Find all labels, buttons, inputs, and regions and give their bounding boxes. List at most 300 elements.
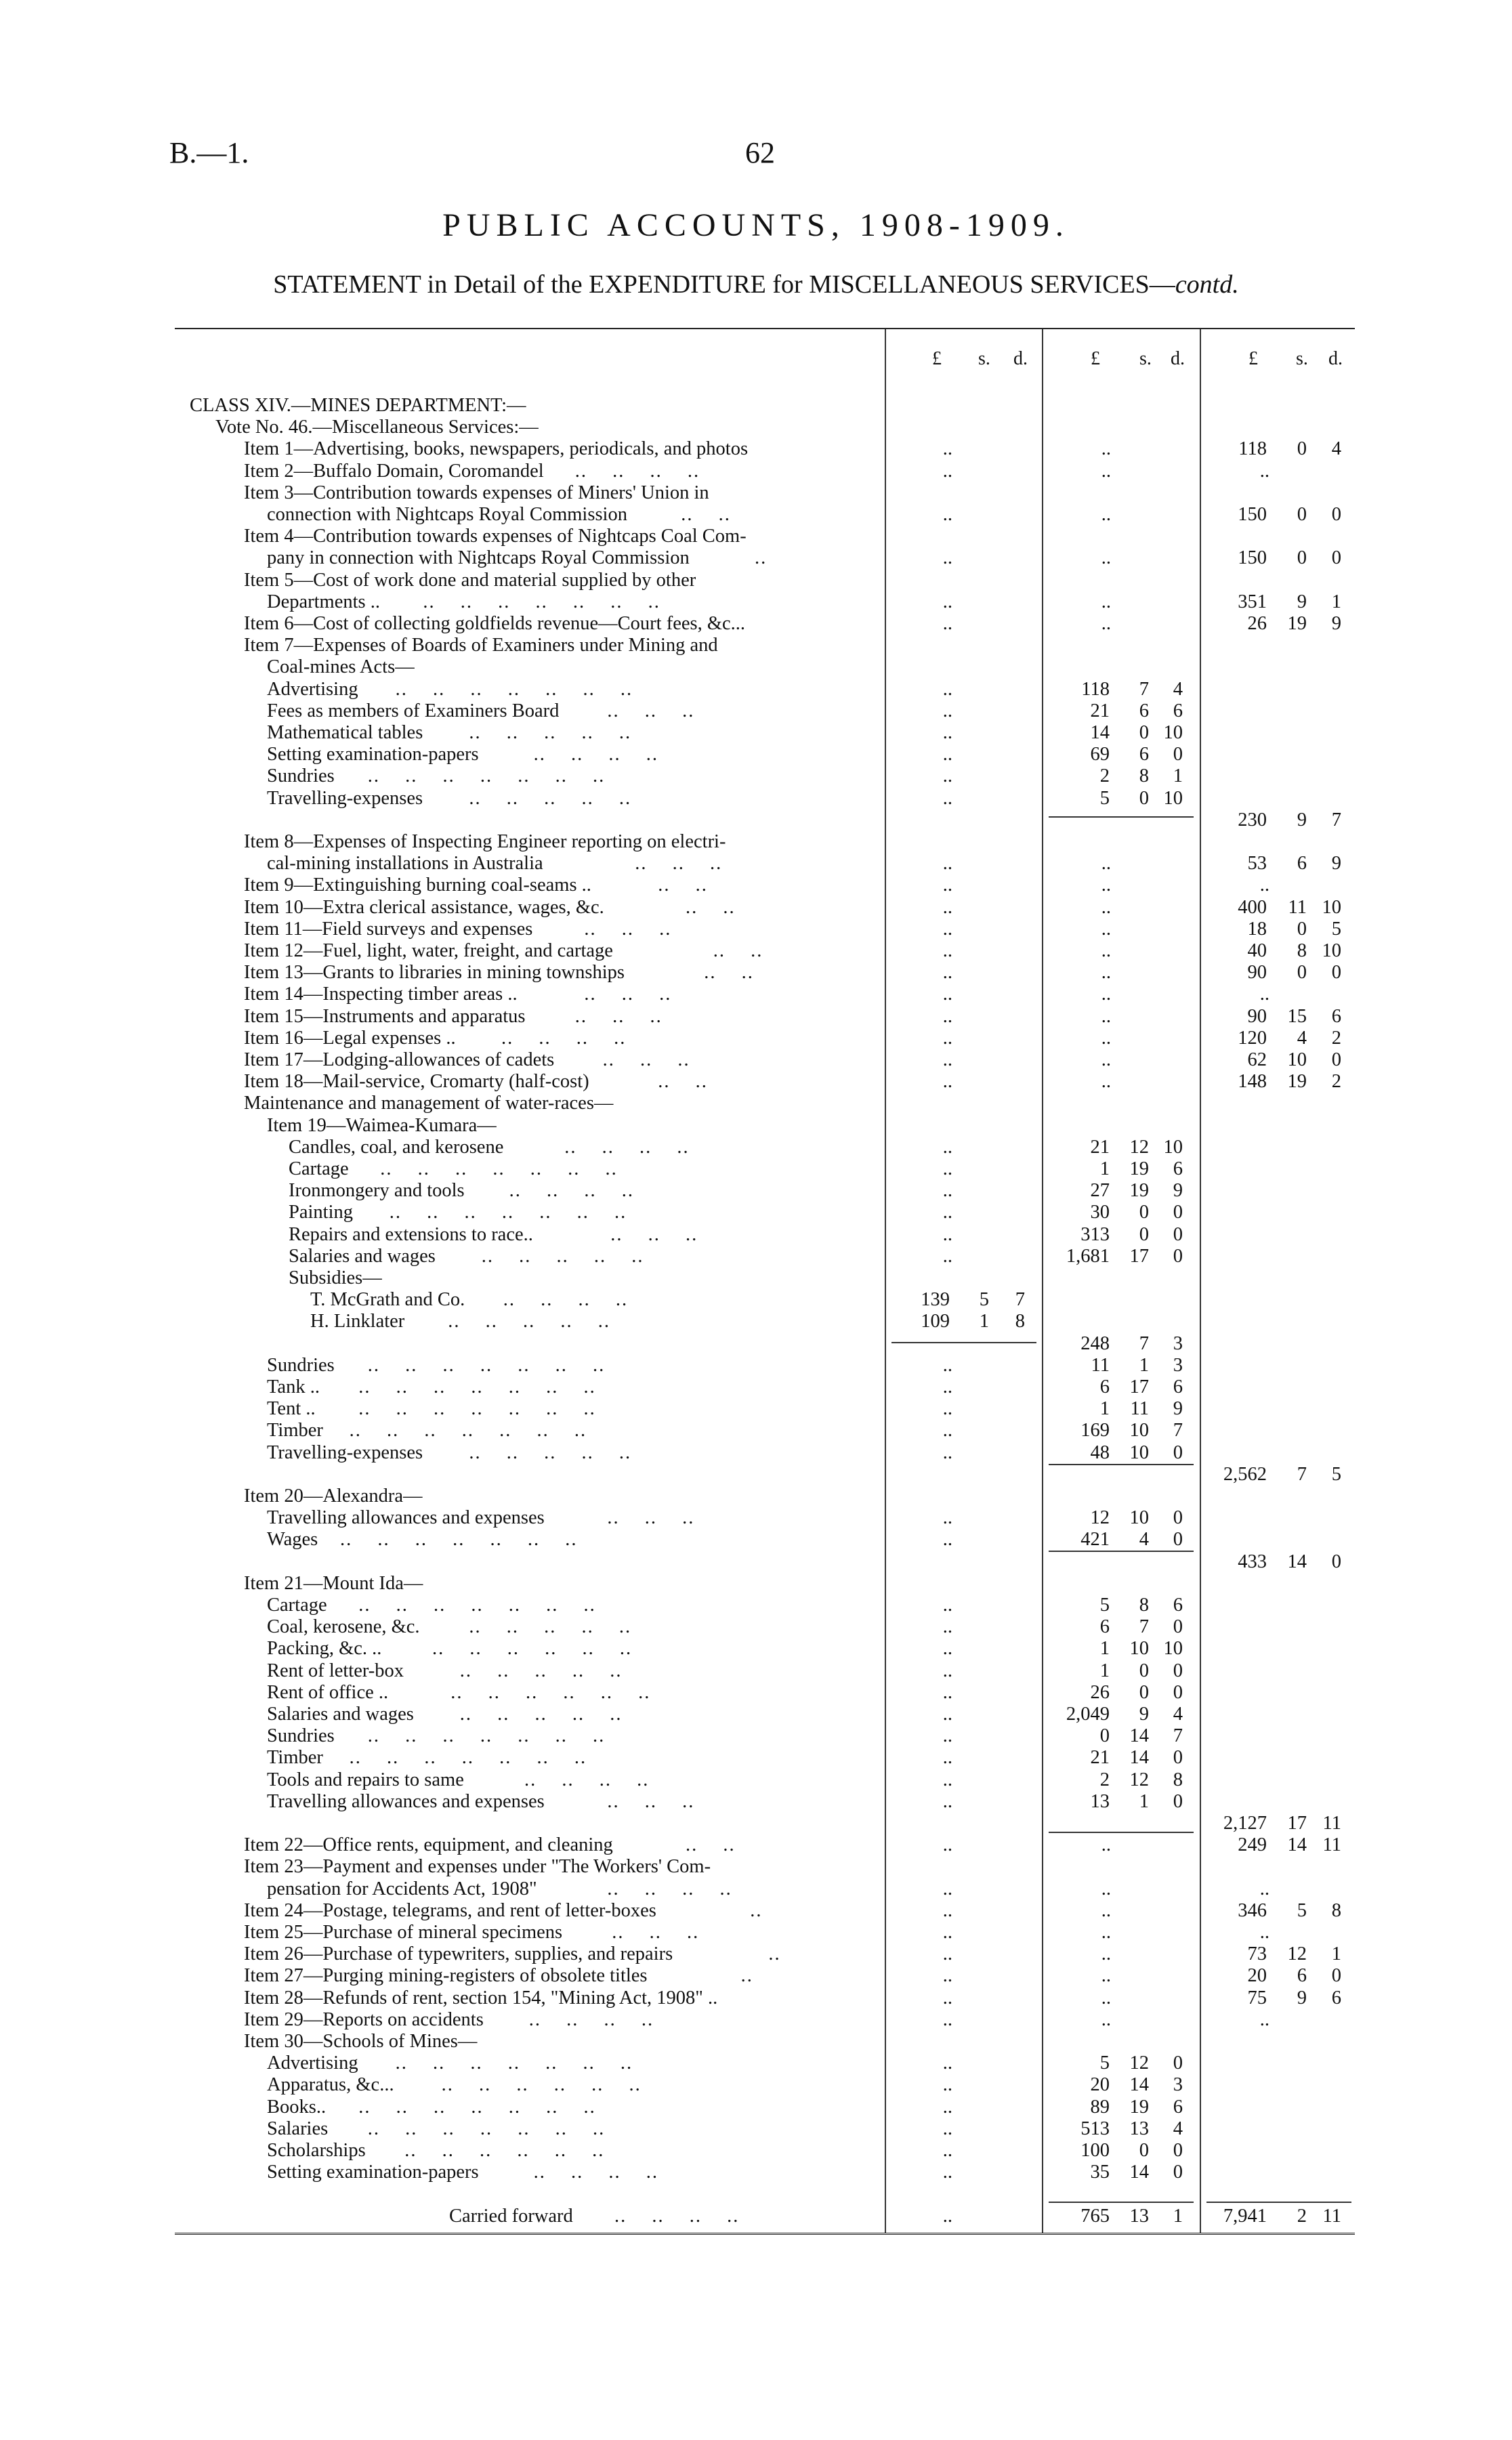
table-row [175,1987,1355,2009]
amount-pence: 11 [1322,2205,1341,2227]
empty-mark: .. [1101,460,1111,482]
amount-pounds: 21 [1090,700,1110,721]
table-row [175,2183,1355,2205]
empty-mark: .. [942,1747,952,1769]
amount-pounds: 6 [1099,1616,1110,1638]
empty-mark: .. [942,984,952,1005]
empty-mark: .. [1101,613,1111,634]
empty-mark: .. [942,678,952,700]
amount-pence: 0 [1173,1223,1183,1245]
row-label: Scholarships [267,2140,366,2161]
amount-pounds: 2,049 [1066,1704,1110,1725]
table-row [175,1529,1355,1551]
col1-pound-head: £ [932,348,942,369]
amount-pence: 0 [1173,1202,1183,1223]
table-row [175,461,1355,482]
empty-mark: .. [942,1638,952,1660]
amount-shillings: 0 [1139,1223,1149,1245]
table-row [175,788,1355,809]
empty-mark: .. [942,613,952,634]
leader-dots: .. .. .. .. .. .. .. [423,591,660,612]
empty-mark: .. [1101,1049,1111,1070]
amount-shillings: 17 [1129,1376,1149,1397]
row-label: Item 16—Legal expenses .. [244,1027,456,1049]
amount-pounds: 5 [1099,787,1110,809]
amount-pence: 10 [1163,722,1183,743]
row-label: Advertising [267,2053,358,2074]
table-row [175,570,1355,591]
table-row [175,526,1355,547]
amount-shillings: 0 [1297,547,1307,569]
amount-pence: 0 [1173,2053,1183,2074]
empty-mark: .. [942,1660,952,1681]
amount-pounds: 69 [1090,744,1110,765]
leader-dots: .. .. .. .. [574,460,700,482]
table-row [175,1965,1355,1987]
empty-mark: .. [942,1071,952,1093]
table-row [175,1791,1355,1813]
amount-pounds: 30 [1090,1202,1110,1223]
amount-pounds: 400 [1238,896,1267,918]
table-row [175,1355,1355,1376]
empty-mark: .. [942,1442,952,1463]
table-row [175,1878,1355,1900]
leader-dots: .. .. .. .. .. .. .. [358,1595,596,1616]
table-row [175,656,1355,678]
empty-mark: .. [942,853,952,875]
leader-dots: .. .. .. .. .. [481,1245,644,1267]
empty-mark: .. [1259,984,1269,1005]
amount-pounds: 346 [1238,1899,1267,1921]
amount-pounds: 12 [1090,1507,1110,1529]
empty-mark: .. [942,700,952,721]
amount-pounds: 11 [1091,1354,1110,1376]
amount-pounds: 53 [1247,853,1267,875]
amount-pounds: 26 [1090,1681,1110,1703]
leader-dots: .. .. .. .. .. .. .. [349,1747,587,1769]
leader-dots: .. .. .. .. [524,1769,650,1790]
amount-pounds: 40 [1247,940,1267,961]
amount-pounds: 169 [1080,1420,1110,1442]
amount-pence: 0 [1173,2140,1183,2161]
amount-pounds: 1 [1099,1638,1110,1660]
amount-shillings: 7 [1139,678,1149,700]
leader-dots: .. .. .. .. .. .. .. [367,1354,606,1376]
leader-dots: .. .. .. [602,1049,690,1070]
table-row [175,2140,1355,2162]
table-row [175,1333,1355,1355]
amount-shillings: 11 [1288,896,1307,918]
empty-mark: .. [1101,591,1111,612]
amount-shillings: 19 [1287,1071,1307,1093]
amount-pounds: 100 [1080,2140,1110,2161]
table-row [175,504,1355,526]
col3-pence-head: d. [1328,348,1343,369]
row-label: Fees as members of Examiners Board [267,700,560,721]
amount-pence: 8 [1331,1899,1341,1921]
table-row [175,765,1355,787]
row-label: Advertising [267,678,358,700]
amount-shillings: 5 [1297,1899,1307,1921]
leader-dots: .. .. .. .. .. .. .. [389,1202,627,1223]
amount-pounds: 513 [1080,2118,1110,2139]
col2-pence-head: d. [1171,348,1185,369]
empty-mark: .. [942,1725,952,1747]
row-label: Item 27—Purging mining-registers of obsolete titles [244,1965,648,1987]
subtitle-contd: contd. [1175,270,1239,299]
row-label: Item 17—Lodging-allowances of cadets [244,1049,555,1070]
amount-shillings: 0 [1139,1660,1149,1681]
row-label: Setting examination-papers [267,2162,479,2183]
amount-pounds: 313 [1080,1223,1110,1245]
amount-pence: 6 [1331,1987,1341,2008]
table-row [175,875,1355,896]
amount-pounds: 90 [1247,962,1267,984]
table-row [175,1638,1355,1660]
amount-pence: 4 [1173,1704,1183,1725]
leader-dots: .. .. .. .. .. .. .. [367,765,606,787]
row-label: Item 25—Purchase of mineral specimens [244,1922,563,1943]
leader-dots: .. .. .. .. .. .. .. [358,1398,596,1420]
table-row [175,2053,1355,2074]
row-label: Item 30—Schools of Mines— [244,2031,478,2052]
table-row [175,1093,1355,1114]
empty-mark: .. [942,1005,952,1027]
table-row [175,1049,1355,1071]
amount-shillings: 14 [1129,1747,1149,1769]
amount-pence: 0 [1173,1747,1183,1769]
empty-mark: .. [942,1769,952,1790]
amount-pounds: 6 [1099,1376,1110,1397]
amount-pence: 6 [1173,2096,1183,2118]
leader-dots: .. .. [658,875,708,896]
amount-pounds: 21 [1090,1136,1110,1158]
amount-shillings: 19 [1129,1180,1149,1202]
amount-pounds: 421 [1080,1529,1110,1551]
amount-shillings: 0 [1139,2140,1149,2161]
amount-shillings: 0 [1139,1202,1149,1223]
empty-mark: .. [942,1987,952,2008]
table-row [175,1224,1355,1246]
amount-pence: 4 [1173,678,1183,700]
table-row [175,1856,1355,1878]
empty-mark: .. [942,875,952,896]
table-row [175,2074,1355,2096]
row-label: Painting [289,1202,354,1223]
leader-dots: .. .. .. .. .. .. .. [340,1529,578,1551]
amount-shillings: 9 [1139,1704,1149,1725]
leader-dots: .. .. [686,896,736,918]
table-row [175,1420,1355,1442]
row-label: Books.. [267,2096,327,2118]
empty-mark: .. [942,591,952,612]
row-label: Item 28—Refunds of rent, section 154, "Mining Act, 1908" .. [244,1987,718,2008]
table-row [175,831,1355,853]
table-row [175,1900,1355,1922]
amount-shillings: 5 [979,1289,989,1311]
table-row [175,613,1355,635]
empty-mark: .. [1101,1922,1111,1943]
empty-mark: .. [942,2008,952,2030]
row-label: Setting examination-papers [267,744,479,765]
amount-pounds: 118 [1081,678,1110,700]
amount-pounds: 109 [921,1311,950,1332]
row-label: Travelling allowances and expenses [267,1507,545,1529]
row-label: Item 18—Mail-service, Cromarty (half-cost) [244,1071,589,1093]
col2-pound-head: £ [1091,348,1100,369]
empty-mark: .. [942,2096,952,2118]
row-label: Item 10—Extra clerical assistance, wages, &c. [244,896,604,918]
leader-dots: .. .. .. [607,1507,695,1529]
row-label: Tools and repairs to same [267,1769,464,1790]
empty-mark: .. [1101,1005,1111,1027]
empty-mark: .. [1101,1071,1111,1093]
empty-mark: .. [942,2140,952,2161]
amount-pounds: 248 [1080,1332,1110,1354]
empty-mark: .. [942,1027,952,1049]
empty-mark: .. [942,547,952,569]
amount-pounds: 62 [1247,1049,1267,1070]
row-label: Tent .. [267,1398,316,1420]
amount-pounds: 13 [1090,1790,1110,1812]
empty-mark: .. [1259,2008,1269,2030]
empty-mark: .. [1101,1834,1111,1856]
empty-mark: .. [1101,984,1111,1005]
amount-shillings: 11 [1130,1398,1149,1420]
row-label: Travelling-expenses [267,787,423,809]
row-label: Item 12—Fuel, light, water, freight, and cartage [244,940,613,961]
empty-mark: .. [1101,962,1111,984]
amount-pence: 0 [1331,504,1341,525]
amount-pence: 6 [1331,1005,1341,1027]
table-row [175,2206,1355,2227]
amount-pence: 3 [1173,2074,1183,2096]
table-row [175,2031,1355,2053]
amount-pence: 6 [1173,1595,1183,1616]
empty-mark: .. [1101,1027,1111,1049]
table-row [175,438,1355,460]
amount-pence: 10 [1163,787,1183,809]
table-row [175,591,1355,613]
row-label: Item 26—Purchase of typewriters, supplies, and repairs [244,1943,673,1965]
amount-pounds: 230 [1238,809,1267,830]
row-label: Item 3—Contribution towards expenses of Miners' Union in [244,482,709,503]
row-label: CLASS XIV.—MINES DEPARTMENT:— [190,395,526,416]
leader-dots: .. .. .. .. .. .. [450,1681,651,1703]
leader-dots: .. .. .. .. .. [469,722,632,743]
leader-dots: .. .. .. .. .. .. [441,2074,642,2096]
table-row [175,1507,1355,1529]
amount-pounds: 7,941 [1223,2205,1267,2227]
amount-pounds: 90 [1247,1005,1267,1027]
amount-pence: 0 [1173,1616,1183,1638]
amount-pence: 0 [1173,1245,1183,1267]
amount-shillings: 17 [1287,1813,1307,1834]
row-label: Item 20—Alexandra— [244,1486,423,1507]
amount-shillings: 9 [1297,591,1307,612]
amount-shillings: 10 [1287,1049,1307,1070]
row-label: Item 9—Extinguishing burning coal-seams .. [244,875,591,896]
table-row [175,1267,1355,1289]
leader-dots: .. [755,547,768,569]
expenditure-table [175,328,1355,2235]
empty-mark: .. [942,1790,952,1812]
amount-shillings: 14 [1129,2162,1149,2183]
leader-dots: .. .. .. .. .. [459,1660,623,1681]
amount-pounds: 433 [1238,1551,1267,1572]
leader-dots: .. [740,1965,753,1987]
table-row [175,1943,1355,1965]
leader-dots: .. .. .. .. .. .. .. [367,2118,606,2139]
amount-pence: 1 [1173,2205,1183,2227]
amount-pounds: 1 [1099,1158,1110,1179]
amount-shillings: 10 [1129,1638,1149,1660]
amount-pounds: 1 [1099,1398,1110,1420]
table-row [175,2097,1355,2118]
amount-pounds: 351 [1238,591,1267,612]
empty-mark: .. [1259,1878,1269,1899]
table-row [175,1311,1355,1332]
amount-pence: 0 [1331,962,1341,984]
empty-mark: .. [942,1202,952,1223]
amount-shillings: 7 [1139,1332,1149,1354]
amount-shillings: 4 [1297,1027,1307,1049]
table-row [175,1682,1355,1704]
amount-pence: 0 [1331,1551,1341,1572]
table-row [175,1028,1355,1049]
row-label: Item 21—Mount Ida— [244,1572,423,1594]
amount-pounds: 5 [1099,1595,1110,1616]
amount-pence: 6 [1173,700,1183,721]
row-label: Coal-mines Acts— [267,656,415,678]
amount-pence: 9 [1173,1180,1183,1202]
amount-pence: 1 [1331,591,1341,612]
empty-mark: .. [942,765,952,787]
empty-mark: .. [942,1507,952,1529]
amount-pence: 9 [1173,1398,1183,1420]
row-label: Wages [267,1529,318,1551]
amount-pence: 8 [1173,1769,1183,1790]
row-label: Carried forward [449,2205,573,2227]
amount-pence: 10 [1163,1638,1183,1660]
row-label: Subsidies— [289,1267,382,1288]
row-label: Item 19—Waimea-Kumara— [267,1114,497,1136]
amount-pounds: 118 [1238,438,1267,460]
amount-shillings: 2 [1297,2205,1307,2227]
empty-mark: .. [942,1704,952,1725]
row-label: Salaries and wages [289,1245,436,1267]
amount-shillings: 7 [1139,1616,1149,1638]
table-row [175,853,1355,875]
empty-mark: .. [942,504,952,525]
table-row [175,635,1355,656]
amount-pence: 9 [1331,613,1341,634]
amount-pounds: 35 [1090,2162,1110,2183]
leader-dots: .. .. .. .. .. [448,1311,610,1332]
table-row [175,809,1355,831]
empty-mark: .. [942,1899,952,1921]
empty-mark: .. [1101,1943,1111,1965]
row-label: Mathematical tables [267,722,423,743]
amount-pence: 7 [1331,809,1341,830]
amount-shillings: 8 [1139,1595,1149,1616]
table-row [175,1660,1355,1682]
empty-mark: .. [942,438,952,460]
empty-mark: .. [942,1681,952,1703]
amount-pence: 10 [1322,896,1341,918]
row-label: Apparatus, &c... [267,2074,394,2096]
row-label: Vote No. 46.—Miscellaneous Services:— [215,417,539,438]
leader-dots: .. .. .. .. .. .. .. [395,2053,633,2074]
leader-dots: .. .. .. .. .. .. .. [358,1376,596,1397]
amount-pounds: 14 [1090,722,1110,743]
leader-dots: .. .. .. [607,1790,695,1812]
amount-pounds: 120 [1238,1027,1267,1049]
amount-pence: 7 [1015,1289,1025,1311]
empty-mark: .. [942,787,952,809]
empty-mark: .. [942,1943,952,1965]
table-row [175,744,1355,765]
row-label: Item 5—Cost of work done and material supplied by other [244,569,696,591]
statement-subtitle [0,270,1512,299]
amount-pence: 0 [1331,547,1341,569]
amount-pounds: 148 [1238,1071,1267,1093]
subtitle-main: STATEMENT in Detail of the EXPENDITURE for MISCELLANEOUS SERVICES— [273,270,1175,299]
table-row [175,1486,1355,1507]
amount-pounds: 26 [1247,613,1267,634]
row-label: Item 22—Office rents, equipment, and cleaning [244,1834,613,1856]
amount-shillings: 19 [1129,1158,1149,1179]
amount-shillings: 12 [1129,2053,1149,2074]
empty-mark: .. [942,460,952,482]
amount-shillings: 17 [1129,1245,1149,1267]
empty-mark: .. [942,1136,952,1158]
col1-shilling-head: s. [978,348,990,369]
empty-mark: .. [942,2074,952,2096]
amount-shillings: 0 [1297,962,1307,984]
page-title: PUBLIC ACCOUNTS, 1908-1909. [442,207,1070,243]
amount-pence: 4 [1173,2118,1183,2139]
amount-pence: 0 [1173,1790,1183,1812]
leader-dots: .. .. .. .. .. [469,787,632,809]
table-row [175,1725,1355,1747]
table-row [175,1616,1355,1638]
leader-dots: .. .. .. [612,1922,700,1943]
amount-pence: 6 [1173,1158,1183,1179]
empty-mark: .. [1101,438,1111,460]
amount-shillings: 19 [1129,2096,1149,2118]
empty-mark: .. [942,2205,952,2227]
row-label: Timber [267,1420,323,1442]
empty-mark: .. [1101,1878,1111,1899]
amount-shillings: 0 [1139,787,1149,809]
leader-dots: .. .. .. .. [614,2205,740,2227]
empty-mark: .. [942,722,952,743]
row-label: Item 24—Postage, telegrams, and rent of letter-boxes [244,1899,656,1921]
row-label: Coal, kerosene, &c. [267,1616,420,1638]
amount-shillings: 15 [1287,1005,1307,1027]
empty-mark: .. [942,896,952,918]
col3-pound-head: £ [1248,348,1258,369]
row-label: Rent of letter-box [267,1660,404,1681]
col3-shilling-head: s. [1296,348,1308,369]
amount-shillings: 10 [1129,1507,1149,1529]
empty-mark: .. [942,2118,952,2139]
empty-mark: .. [942,744,952,765]
row-label: Rent of office .. [267,1681,389,1703]
leader-dots: .. .. .. .. .. .. .. [367,1725,606,1747]
leader-dots: .. .. [704,962,754,984]
